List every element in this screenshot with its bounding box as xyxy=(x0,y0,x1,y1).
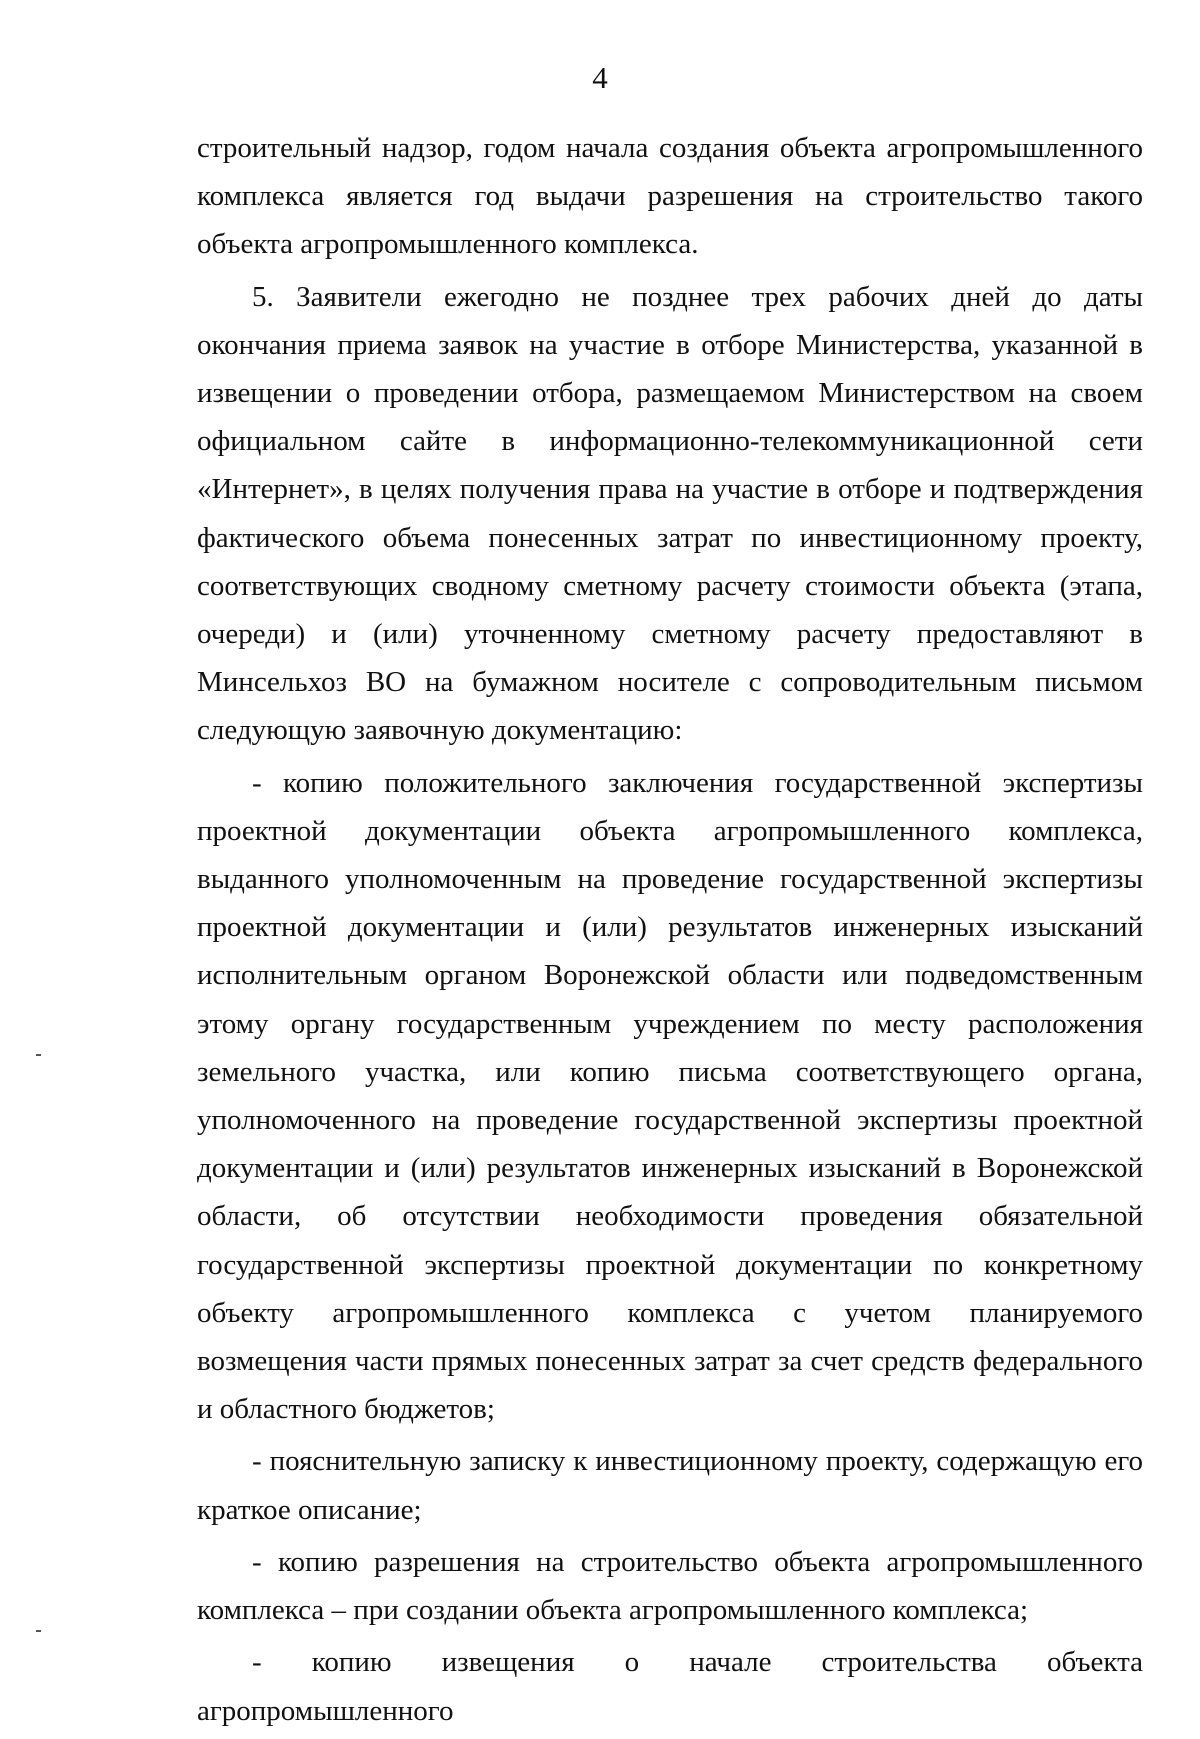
page-number: 4 xyxy=(592,60,608,95)
scan-artifact-mark xyxy=(36,1630,41,1632)
list-item-explanatory-note: - пояснительную записку к инвестиционному проекту, содержащую его краткое описание; xyxy=(197,1445,1143,1526)
paragraph-continuation: строительный надзор, годом начала создания объекта агропромышленного комплекса является год выдачи разрешения на строительство такого объекта агропромышленного комплекса. xyxy=(197,132,1143,261)
document-body xyxy=(197,124,1143,1739)
scan-artifact-mark xyxy=(36,1054,41,1056)
list-item-expertise-conclusion: - копию положительного заключения государственной экспертизы проектной документации объекта агропромышленного комплекса, выданного уполномоченным на проведение государственной экспертизы проектной документации и (или) результатов инженерных изысканий исполнительным органом Воронежской области или подведомственным этому органу государственным учреждением по месту расположения земельного участка, или копию письма соответствующего органа, уполномоченного на проведение государственной экспертизы проектной документации и (или) результатов инженерных изысканий в Воронежской области, об отсутствии необходимости проведения обязательной государственной экспертизы проектной документации по конкретному объекту агропромышленного комплекса с учетом планируемого возмещения части прямых понесенных затрат за счет средств федерального и областного бюджетов; xyxy=(197,766,1143,1426)
list-item-construction-notice: - копию извещения о начале строительства объекта агропромышленного xyxy=(197,1646,1143,1727)
list-item-construction-permit: - копию разрешения на строительство объекта агропромышленного комплекса – при создании объекта агропромышленного комплекса; xyxy=(197,1545,1143,1627)
paragraph-item-5: 5. Заявители ежегодно не позднее трех рабочих дней до даты окончания приема заявок на участие в отборе Министерства, указанной в извещении о проведении отбора, размещаемом Министерством на своем официальном сайте в информационно-телекоммуникационной сети «Интернет», в целях получения права на участие в отборе и подтверждения фактического объема понесенных затрат по инвестиционному проекту, соответствующих сводному сметному расчету стоимости объекта (этапа, очереди) и (или) уточненному сметному расчету предоставляют в Минсельхоз ВО на бумажном носителе с сопроводительным письмом следующую заявочную документацию: xyxy=(197,280,1143,747)
